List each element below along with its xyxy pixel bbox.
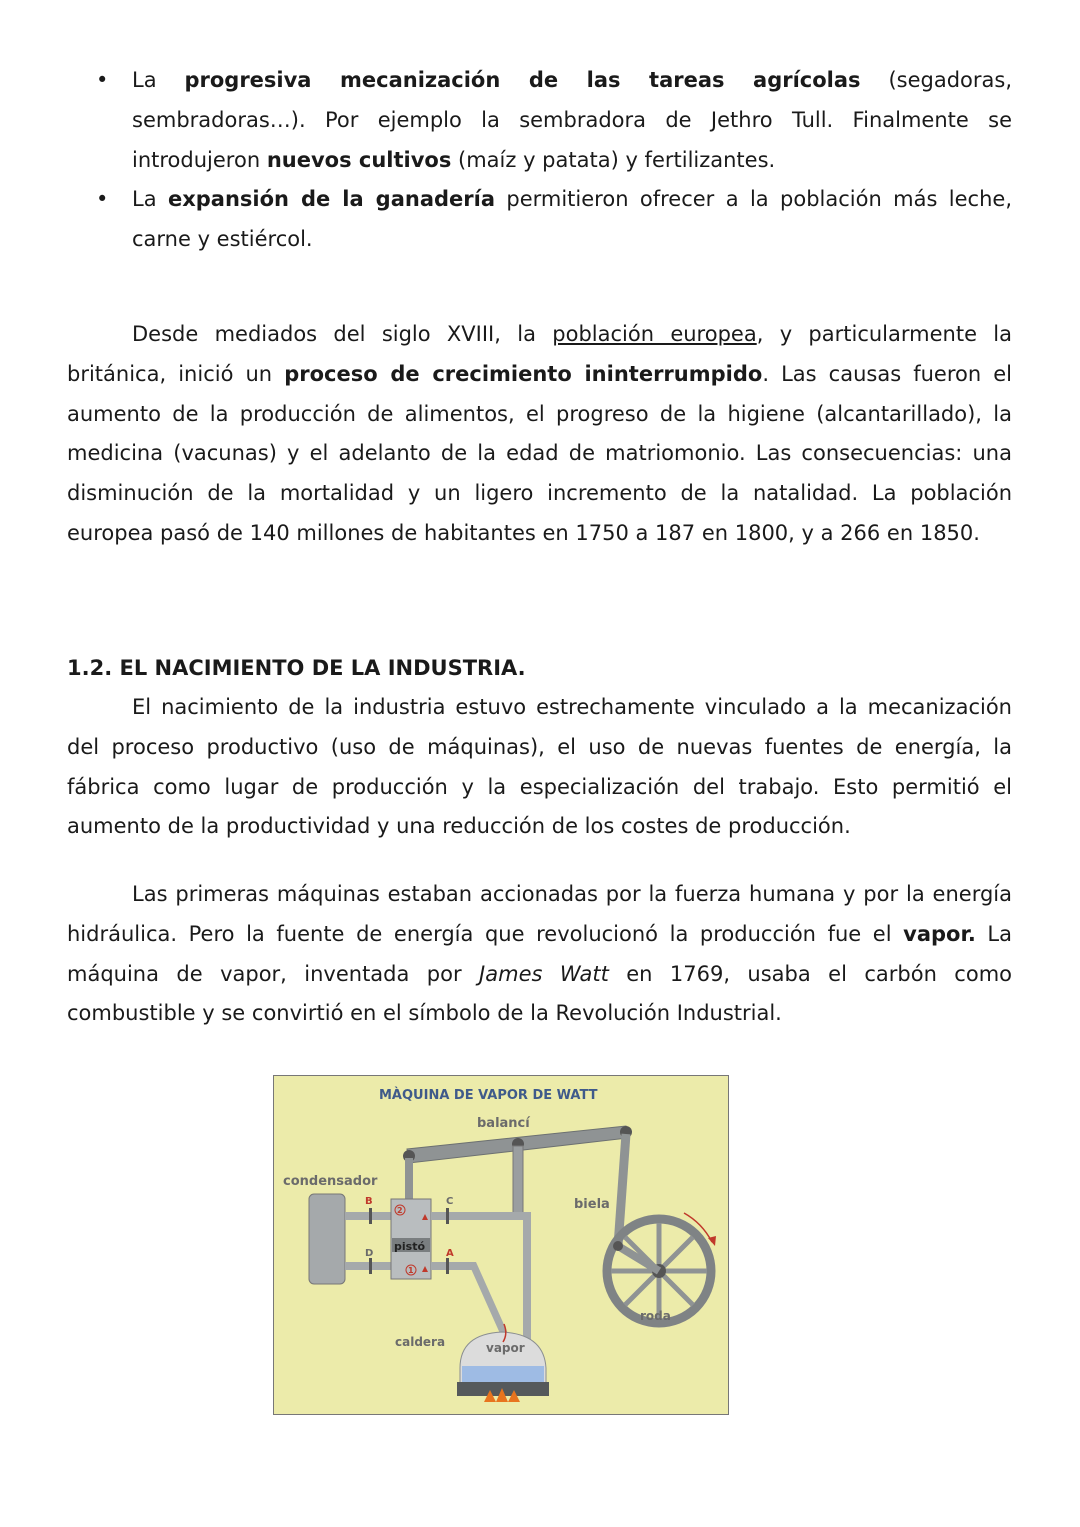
paragraph-bold: proceso de crecimiento ininterrumpido — [284, 361, 763, 386]
bullet-bold: expansión de la ganadería — [167, 187, 495, 212]
label-pisto: pistó — [394, 1240, 426, 1253]
bullet-text: (segadoras, sembradoras…). Por ejemplo la sembradora de Jethro Tull. Finalmente se introdujeron — [132, 68, 1012, 172]
paragraph-text: La máquina de vapor, inventada por — [67, 921, 1012, 986]
paragraph-nacimiento-industria: El nacimiento de la industria estuvo estrechamente vinculado a la mecanización del proceso productivo (uso de máquinas), el uso de nuevas fuentes de energía, la fábrica como lugar de producción y la especialización del trabajo. Esto permitió el aumento de la productividad y una reducción de los costes de producción. — [67, 695, 1012, 839]
label-caldera: caldera — [395, 1335, 446, 1349]
label-vapor: vapor — [486, 1341, 525, 1355]
bullet-text: permitieron ofrecer a la población más leche, carne y estiércol. — [132, 187, 1013, 252]
steam-engine-diagram — [274, 1076, 728, 1414]
bullet-dot: • — [96, 68, 109, 92]
boiler-water — [462, 1366, 544, 1382]
bullet-bold: nuevos cultivos — [266, 147, 452, 172]
bullet-text: La — [132, 187, 168, 212]
pipe-a-down — [468, 1262, 510, 1338]
bullet-text: La — [132, 68, 185, 92]
valve-a — [446, 1258, 449, 1274]
label-biela: biela — [574, 1197, 610, 1212]
label-n2: 2 — [397, 1206, 403, 1215]
watt-steam-engine-figure — [273, 1075, 729, 1415]
condenser — [309, 1194, 345, 1284]
label-b: B — [365, 1196, 373, 1207]
bullet-list — [92, 61, 1012, 260]
paragraph-text: en 1769, usaba el carbón como combustible y se convirtió en el símbolo de la Revolución Industrial. — [67, 961, 1012, 1026]
bullet-item-mecanizacion — [92, 61, 1012, 180]
paragraph-italic: James Watt — [479, 961, 609, 986]
poblacion-europea-link[interactable]: población europea — [552, 322, 757, 346]
label-c: C — [446, 1196, 454, 1207]
bullet-dot: • — [96, 187, 109, 212]
valve-d — [369, 1258, 372, 1274]
label-n1: 1 — [408, 1266, 414, 1275]
paragraph-vapor — [67, 875, 1012, 1034]
bullet-text: (maíz y patata) y fertilizantes. — [451, 147, 776, 172]
bullet-item-ganaderia — [92, 180, 1012, 260]
paragraph-text: . Las causas fueron el aumento de la producción de alimentos, el progreso de la higiene (alcantarillado), la medicina (vacunas) y el adelanto de la edad de matriomonio. Las consecuencias: una disminución de la mortalidad y un ligero incremento de la natalidad. La población europea pasó de 140 millones de habitantes en 1750 a 187 en 1800, y a 266 en 1850. — [67, 361, 1012, 545]
section-heading: 1.2. EL NACIMIENTO DE LA INDUSTRIA. — [67, 656, 526, 680]
paragraph-bold: vapor. — [903, 921, 976, 946]
paragraph-text: Desde mediados del siglo XVIII, la — [132, 322, 553, 346]
crank-pin — [613, 1241, 623, 1251]
figure-title: MÀQUINA DE VAPOR DE WATT — [379, 1088, 598, 1103]
piston-rod — [405, 1158, 413, 1203]
valve-c — [446, 1208, 449, 1224]
beam-support — [513, 1146, 523, 1218]
paragraph-text: Las primeras máquinas estaban accionadas por la fuerza humana y por la energía hidráulica. Pero la fuente de energía que revolucionó la producción fue el — [67, 882, 1012, 946]
valve-b — [369, 1208, 372, 1224]
paragraph-text: , y particularmente la británica, inició un — [67, 322, 1013, 386]
label-a: A — [446, 1248, 454, 1259]
bullet-bold: progresiva mecanización de las tareas agrícolas — [184, 68, 861, 92]
label-roda: roda — [640, 1309, 671, 1323]
label-condensador: condensador — [283, 1174, 378, 1189]
label-balanci: balancí — [477, 1116, 530, 1131]
label-d: D — [365, 1248, 374, 1259]
paragraph-poblacion — [67, 315, 1012, 554]
